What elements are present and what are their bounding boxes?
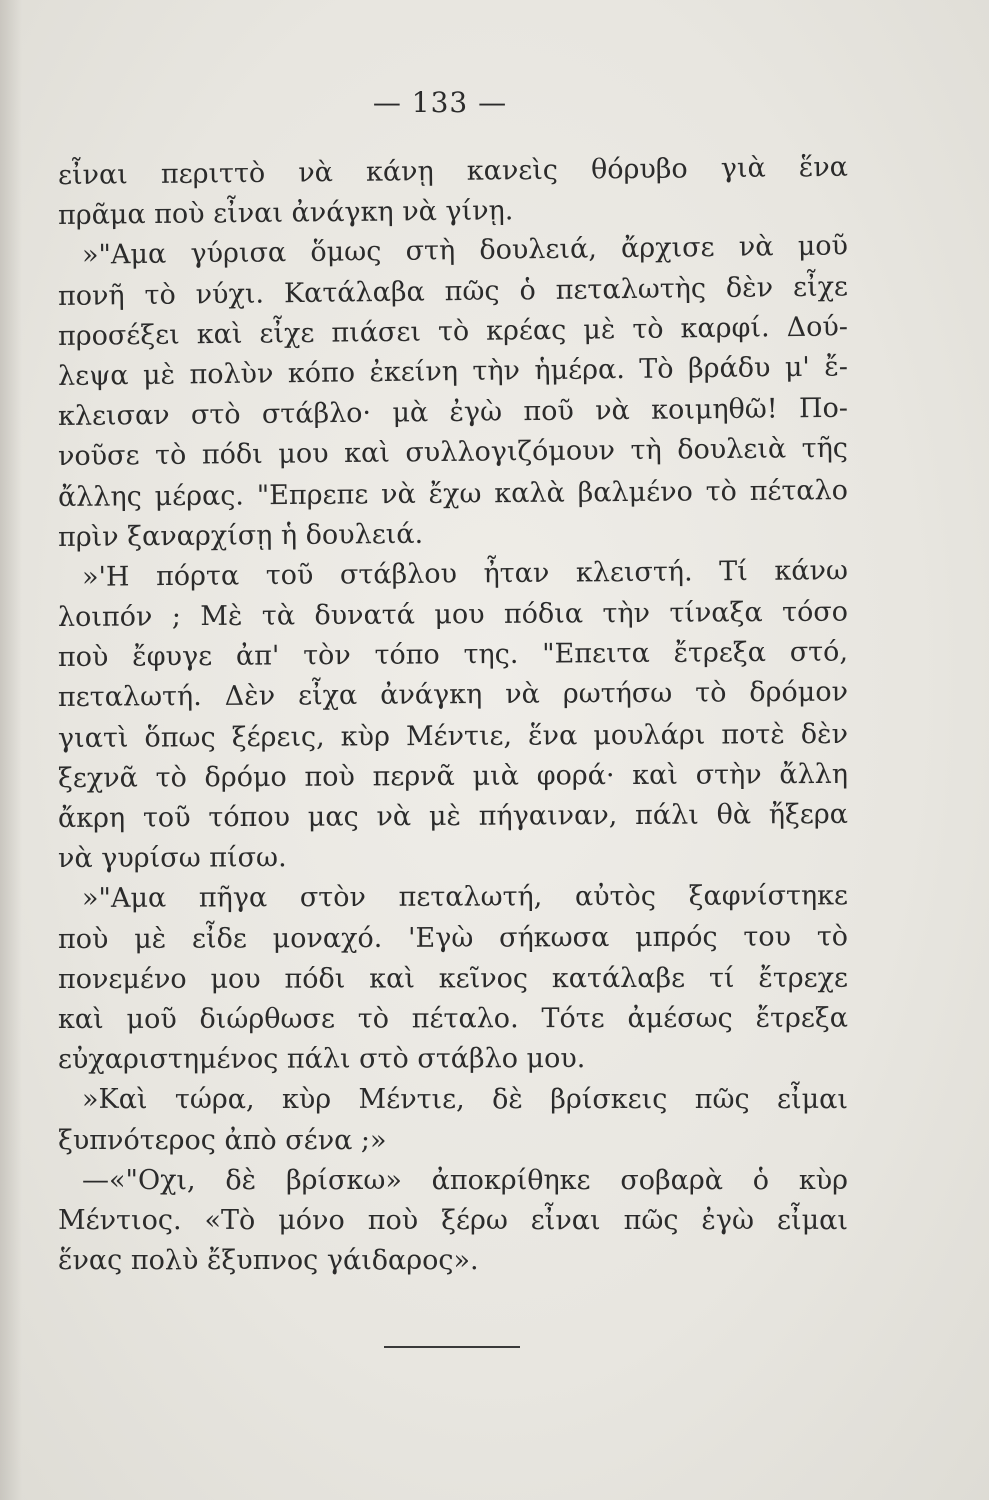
text-line: »Καὶ τώρα, κὺρ Μέντιε, δὲ βρίσκεις πῶς εἶμαι bbox=[82, 1084, 848, 1116]
text-line: πονεμένο μου πόδι καὶ κεῖνος κατάλαβε τί ἔτρεχε bbox=[57, 962, 849, 995]
text-line: κλεισαν στὸ στάβλο· μὰ ἐγὼ ποῦ νὰ κοιμηθῶ! Πο- bbox=[57, 392, 849, 433]
text-line: πεταλωτή. Δὲν εἶχα ἀνάγκη νὰ ρωτήσω τὸ δρόμον bbox=[57, 676, 849, 714]
text-line: γιατὶ ὅπως ξέρεις, κὺρ Μέντιε, ἕνα μουλάρι ποτὲ δὲν bbox=[57, 718, 849, 754]
binding-shadow bbox=[0, 0, 22, 1500]
text-line: ἕνας πολὺ ἔξυπνος γάιδαρος». bbox=[58, 1245, 479, 1277]
text-line: λοιπόν ; Μὲ τὰ δυνατά μου πόδια τὴν τίναξα τόσο bbox=[57, 596, 849, 634]
text-line: εὐχαριστημένος πάλι στὸ στάβλο μου. bbox=[57, 1043, 586, 1076]
body-text bbox=[57, 151, 849, 1281]
text-line: καὶ μοῦ διώρθωσε τὸ πέταλο. Τότε ἀμέσως ἔτρεξα bbox=[57, 1002, 849, 1035]
text-line: ξεχνᾶ τὸ δρόμο ποὺ περνᾶ μιὰ φορά· καὶ στὴν ἄλλη bbox=[57, 758, 849, 794]
text-line: ἄλλης μέρας. "Επρεπε νὰ ἔχω καλὰ βαλμένο τὸ πέταλο bbox=[57, 474, 849, 513]
text-line: πονῆ τὸ νύχι. Κατάλαβα πῶς ὁ πεταλωτὴς δὲν εἶχε bbox=[57, 270, 849, 312]
text-line: πρὶν ξαναρχίσῃ ἡ δουλειά. bbox=[57, 518, 424, 553]
text-line: »"Αμα πῆγα στὸν πεταλωτή, αὐτὸς ξαφνίστηκε bbox=[81, 880, 849, 915]
text-line: προσέξει καὶ εἶχε πιάσει τὸ κρέας μὲ τὸ καρφί. Δού- bbox=[57, 311, 849, 352]
text-line: πρᾶμα ποὺ εἶναι ἀνάγκη νὰ γίνῃ. bbox=[57, 195, 514, 232]
page-number: — 133 — bbox=[372, 86, 508, 119]
text-line: Μέντιος. «Τὸ μόνο ποὺ ξέρω εἶναι πῶς ἐγὼ εἶμαι bbox=[58, 1204, 848, 1236]
text-line: ἄκρη τοῦ τόπου μας νὰ μὲ πήγαιναν, πάλι θὰ ἤξερα bbox=[57, 798, 849, 834]
text-line: ξυπνότερος ἀπὸ σένα ;» bbox=[58, 1124, 387, 1156]
text-line: λεψα μὲ πολὺν κόπο ἐκείνη τὴν ἡμέρα. Τὸ βράδυ μ' ἔ- bbox=[57, 351, 849, 392]
text-line: ποὺ μὲ εἶδε μοναχό. 'Εγὼ σήκωσα μπρός του τὸ bbox=[57, 920, 849, 955]
text-line: ποὺ ἔφυγε ἀπ' τὸν τόπο της. "Επειτα ἔτρεξα στό, bbox=[57, 636, 849, 674]
text-line: »"Αμα γύρισα ὅμως στὴ δουλειά, ἄρχισε νὰ μοῦ bbox=[81, 230, 849, 272]
text-line: εἶναι περιττὸ νὰ κάνῃ κανεὶς θόρυβο γιὰ ἕνα bbox=[57, 151, 849, 191]
text-line: νὰ γυρίσω πίσω. bbox=[57, 842, 287, 875]
section-end-rule bbox=[384, 1346, 520, 1348]
text-line: —«"Οχι, δὲ βρίσκω» ἀποκρίθηκε σοβαρὰ ὁ κὺρ bbox=[82, 1164, 848, 1196]
text-line: »'Η πόρτα τοῦ στάβλου ἦταν κλειστή. Τί κάνω bbox=[81, 554, 849, 593]
text-line: νοῦσε τὸ πόδι μου καὶ συλλογιζόμουν τὴ δουλειὰ τῆς bbox=[57, 433, 849, 473]
